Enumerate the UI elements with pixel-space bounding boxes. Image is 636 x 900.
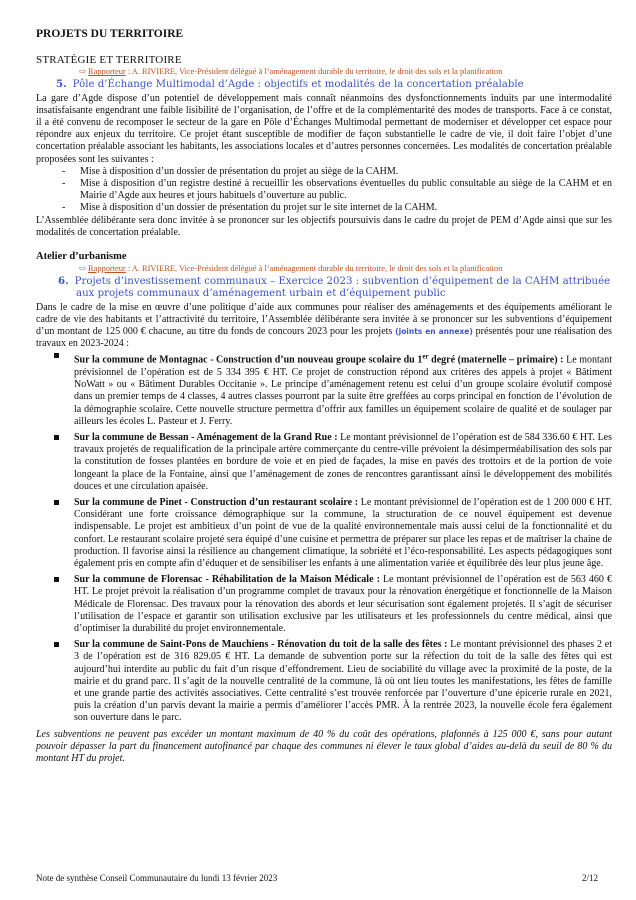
square-bullet-icon — [54, 500, 59, 505]
rapporteur-label: Rapporteur — [88, 264, 126, 274]
annexe-link[interactable]: (joints en annexe) — [395, 327, 473, 337]
project-text: Le montant prévisionnel de l’opération est de 1 200 000 € HT. Considérant une forte croissance démographique sur la commune, la structuration de ce nouvel équipement est devenue indispensable. Le projet est ambitieux d’un point de vue de la qualité environnementale mais aussi celui de la fonctionnalité et du confort. Le restaurant scolaire projeté sera équipé d’une cuisine et permettra de préparer sur place les repas et de maîtriser la chaine de production. Il favorise ainsi la résilience au changement climatique, la sobriété et l’éco-responsabilité. Les aspects pédagogiques sont également pris en compte afin d’éduquer et de sensibiliser les enfants à une alimentation variée et équilibrée dès leur plus jeune âge. — [74, 497, 613, 570]
project-heading: Sur la commune de Saint-Pons de Mauchiens - Rénovation du toit de la salle des fêtes : — [74, 639, 448, 651]
list-item — [74, 497, 612, 570]
square-bullet-icon — [54, 577, 59, 582]
list-item: - Mise à disposition d’un registre destiné à recueillir les observations éventuelles du public consultable au siège de la CAHM et en Mairie d’Agde aux heures et jours habituels d’ouverture au public. — [66, 178, 612, 202]
page-title: PROJETS DU TERRITOIRE — [36, 28, 184, 40]
rapporteur-label: Rapporteur — [88, 67, 126, 77]
rapporteur-text: : A. RIVIERE, Vice-Président délégué à l’aménagement durable du territoire, le droit des sols et la planification — [125, 264, 503, 274]
intro-text: présentés pour une réalisation des travaux en 2023-2024 : — [36, 326, 612, 350]
document-page — [36, 22, 612, 765]
square-bullet-icon — [54, 435, 59, 440]
rapporteur-line — [79, 66, 612, 77]
modalities-list — [36, 166, 612, 215]
footer-text: Note de synthèse Conseil Communautaire du lundi 13 février 2023 — [36, 873, 278, 883]
intro-text: Dans le cadre de la mise en œuvre d’une politique d’aide aux communes pour réaliser des aménagements et des équipements améliorant le cadre de vie des habitants et l’attractivité du territoire, l’Assemblée délibérante sera invitée à se prononcer sur les subventions d’équipement d’un montant de 125 000 € chacune, au titre du fonds de concours 2023 pour les projets — [36, 301, 612, 338]
rapporteur-text: : A. RIVIERE, Vice-Président délégué à l’aménagement durable du territoire, le droit des sols et la planification — [125, 67, 503, 77]
rapporteur-line — [79, 263, 612, 274]
project-heading: Sur la commune de Bessan - Aménagement de la Grand Rue : — [74, 432, 338, 444]
item-title — [58, 275, 612, 300]
list-item — [74, 350, 612, 428]
item-title-text: Pôle d’Échange Multimodal d’Agde : objectifs et modalités de la concertation préalable — [72, 79, 524, 91]
project-heading: Sur la commune de Florensac - Réhabilitation de la Maison Médicale : — [74, 574, 380, 586]
closing-note: Les subventions ne peuvent pas excéder un montant maximum de 40 % du coût des opérations, plafonnés à 125 000 €, sans pour autant pouvoir dépasser la part du financement autofinancé par chaque des communes ni élever le taux global d’aides au-delà du seuil de 80 % du montant HT du projet. — [36, 728, 612, 765]
list-item: - Mise à disposition d’un dossier de présentation du projet au siège de la CAHM. — [66, 166, 612, 178]
project-heading: Sur la commune de Montagnac - Construction d’un nouveau groupe scolaire du 1 — [74, 354, 423, 366]
project-heading: Sur la commune de Pinet - Construction d’un restaurant scolaire : — [74, 497, 359, 509]
arrow-right-icon: ⇨ — [79, 67, 87, 77]
project-text: Le montant prévisionnel de l’opération est de 5 334 395 € HT. Ce projet de construction répond aux critères des appels à projet « Bâtiment NoWatt » ou « Bâtiment Durables Occitanie ». Le principe d’aménagement retenu est celui d’un groupe scolaire évolutif composé dans un premier temps de 4 classes, 4 autres classes pourront par la suite être greffées au corps principal en fonction de l’évolution de la démographie scolaire. Cette nouvelle structure permettra d’offrir aux familles un équipement scolaire de qualité et de soulager par ailleurs les écoles L. Pasteur et J. Ferry. — [74, 354, 612, 427]
item-title — [56, 78, 612, 91]
item-number: 6. — [58, 275, 69, 288]
page-footer — [36, 873, 612, 883]
list-item — [74, 639, 612, 724]
project-heading: degré (maternelle – primaire) : — [428, 354, 564, 366]
list-item — [74, 574, 612, 635]
item-title-text: Projets d’investissement communaux – Exercice 2023 : subvention d’équipement de la CAHM attribuée aux projets communaux d’aménagement urbain et d’équipement public — [74, 276, 611, 300]
projects-list — [36, 350, 612, 724]
section-heading: STRATÉGIE ET TERRITOIRE — [36, 54, 182, 67]
list-item — [74, 432, 612, 493]
superscript: er — [422, 352, 429, 361]
page-number: 2/12 — [581, 873, 598, 883]
square-bullet-icon — [54, 353, 59, 358]
project-text: Le montant prévisionnel de l’opération est de 584 336.60 € HT. Les travaux projetés de requalification de la principale artère commerçante du centre-ville prévoient la désimperméabilisation des sols par la constitution de fosses plantées en bordure de voie et en pied de façades, la mise en pavés des trottoirs et de la portion de voie longeant la place de la Fontaine, ainsi que l’aménagement de zones de rencontres garantissant ainsi le développement des mobilités douces et une circulation apaisée. — [74, 432, 613, 492]
paragraph — [36, 302, 612, 351]
square-bullet-icon — [54, 642, 59, 647]
paragraph: La gare d’Agde dispose d’un potentiel de développement mais connaît néanmoins des dysfonctionnements induits par une intermodalité insatisfaisante engendrant une faible lisibilité de l’organisation, de l’offre et de la complémentarité des modes de transports. Face à ce constat, il a été convenu de recomposer le secteur de la gare en Pôle d’Échanges Multimodal permettant de moderniser et développer cet espace pour répondre aux enjeux du territoire. Ce projet étant susceptible de modifier de façon substantielle le cadre de vie, il doit faire l’objet d’une concertation préalable associant les habitants, les associations locales et d’autres personnes concernées. Les modalités de concertation préalable proposées sont les suivantes : — [36, 92, 612, 165]
arrow-right-icon: ⇨ — [79, 264, 87, 274]
project-text: Le montant prévisionnel de l’opération est de 563 460 € HT. Le projet prévoit la réalisation d’un programme complet de travaux pour la rénovation énergétique et fonctionnelle de la Maison Médicale de Florensac. Des travaux pour la rénovation des abords et leur sécurisation sont également projetés. Il s’agit de sécuriser l’utilisation de l’espace et garantir son utilisation exclusive par les utilisateurs et les professionnels du centre médical, ainsi que d’optimiser la durabilité du projet environnementale. — [74, 574, 612, 635]
project-text: Le montant prévisionnel des phases 2 et 3 de l’opération est de 316 829.05 € HT. La demande de subvention porte sur la réfection du toit de la salle des fêtes qui est aujourd’hui interdite au public du fait d’un risque d’effondrement. Lieu de sociabilité du village avec la proximité de la poste, de la mairie et du grand parc. Il s’agit de la nouvelle centralité de la commune, là où ont lieu toutes les manifestations, les fêtes de famille et une grande partie des activités associatives. Cette centralité s’est trouvée renforcée par l’ouverture d’une épicerie rurale en 2021, puis la création d’un parvis devant la mairie a permis d’améliorer l’accès PMR. À la rentrée 2023, la nouvelle école fera également son ouverture dans le parc. — [74, 639, 612, 724]
list-item: - Mise à disposition d’un dossier de présentation du projet sur le site internet de la CAHM. — [66, 202, 612, 214]
item-number: 5. — [56, 78, 67, 91]
section-heading: Atelier d’urbanisme — [36, 251, 127, 263]
paragraph: L’Assemblée délibérante sera donc invitée à se prononcer sur les objectifs poursuivis dans le cadre du projet de PEM d’Agde ainsi que sur les modalités de concertation préalable. — [36, 214, 612, 238]
